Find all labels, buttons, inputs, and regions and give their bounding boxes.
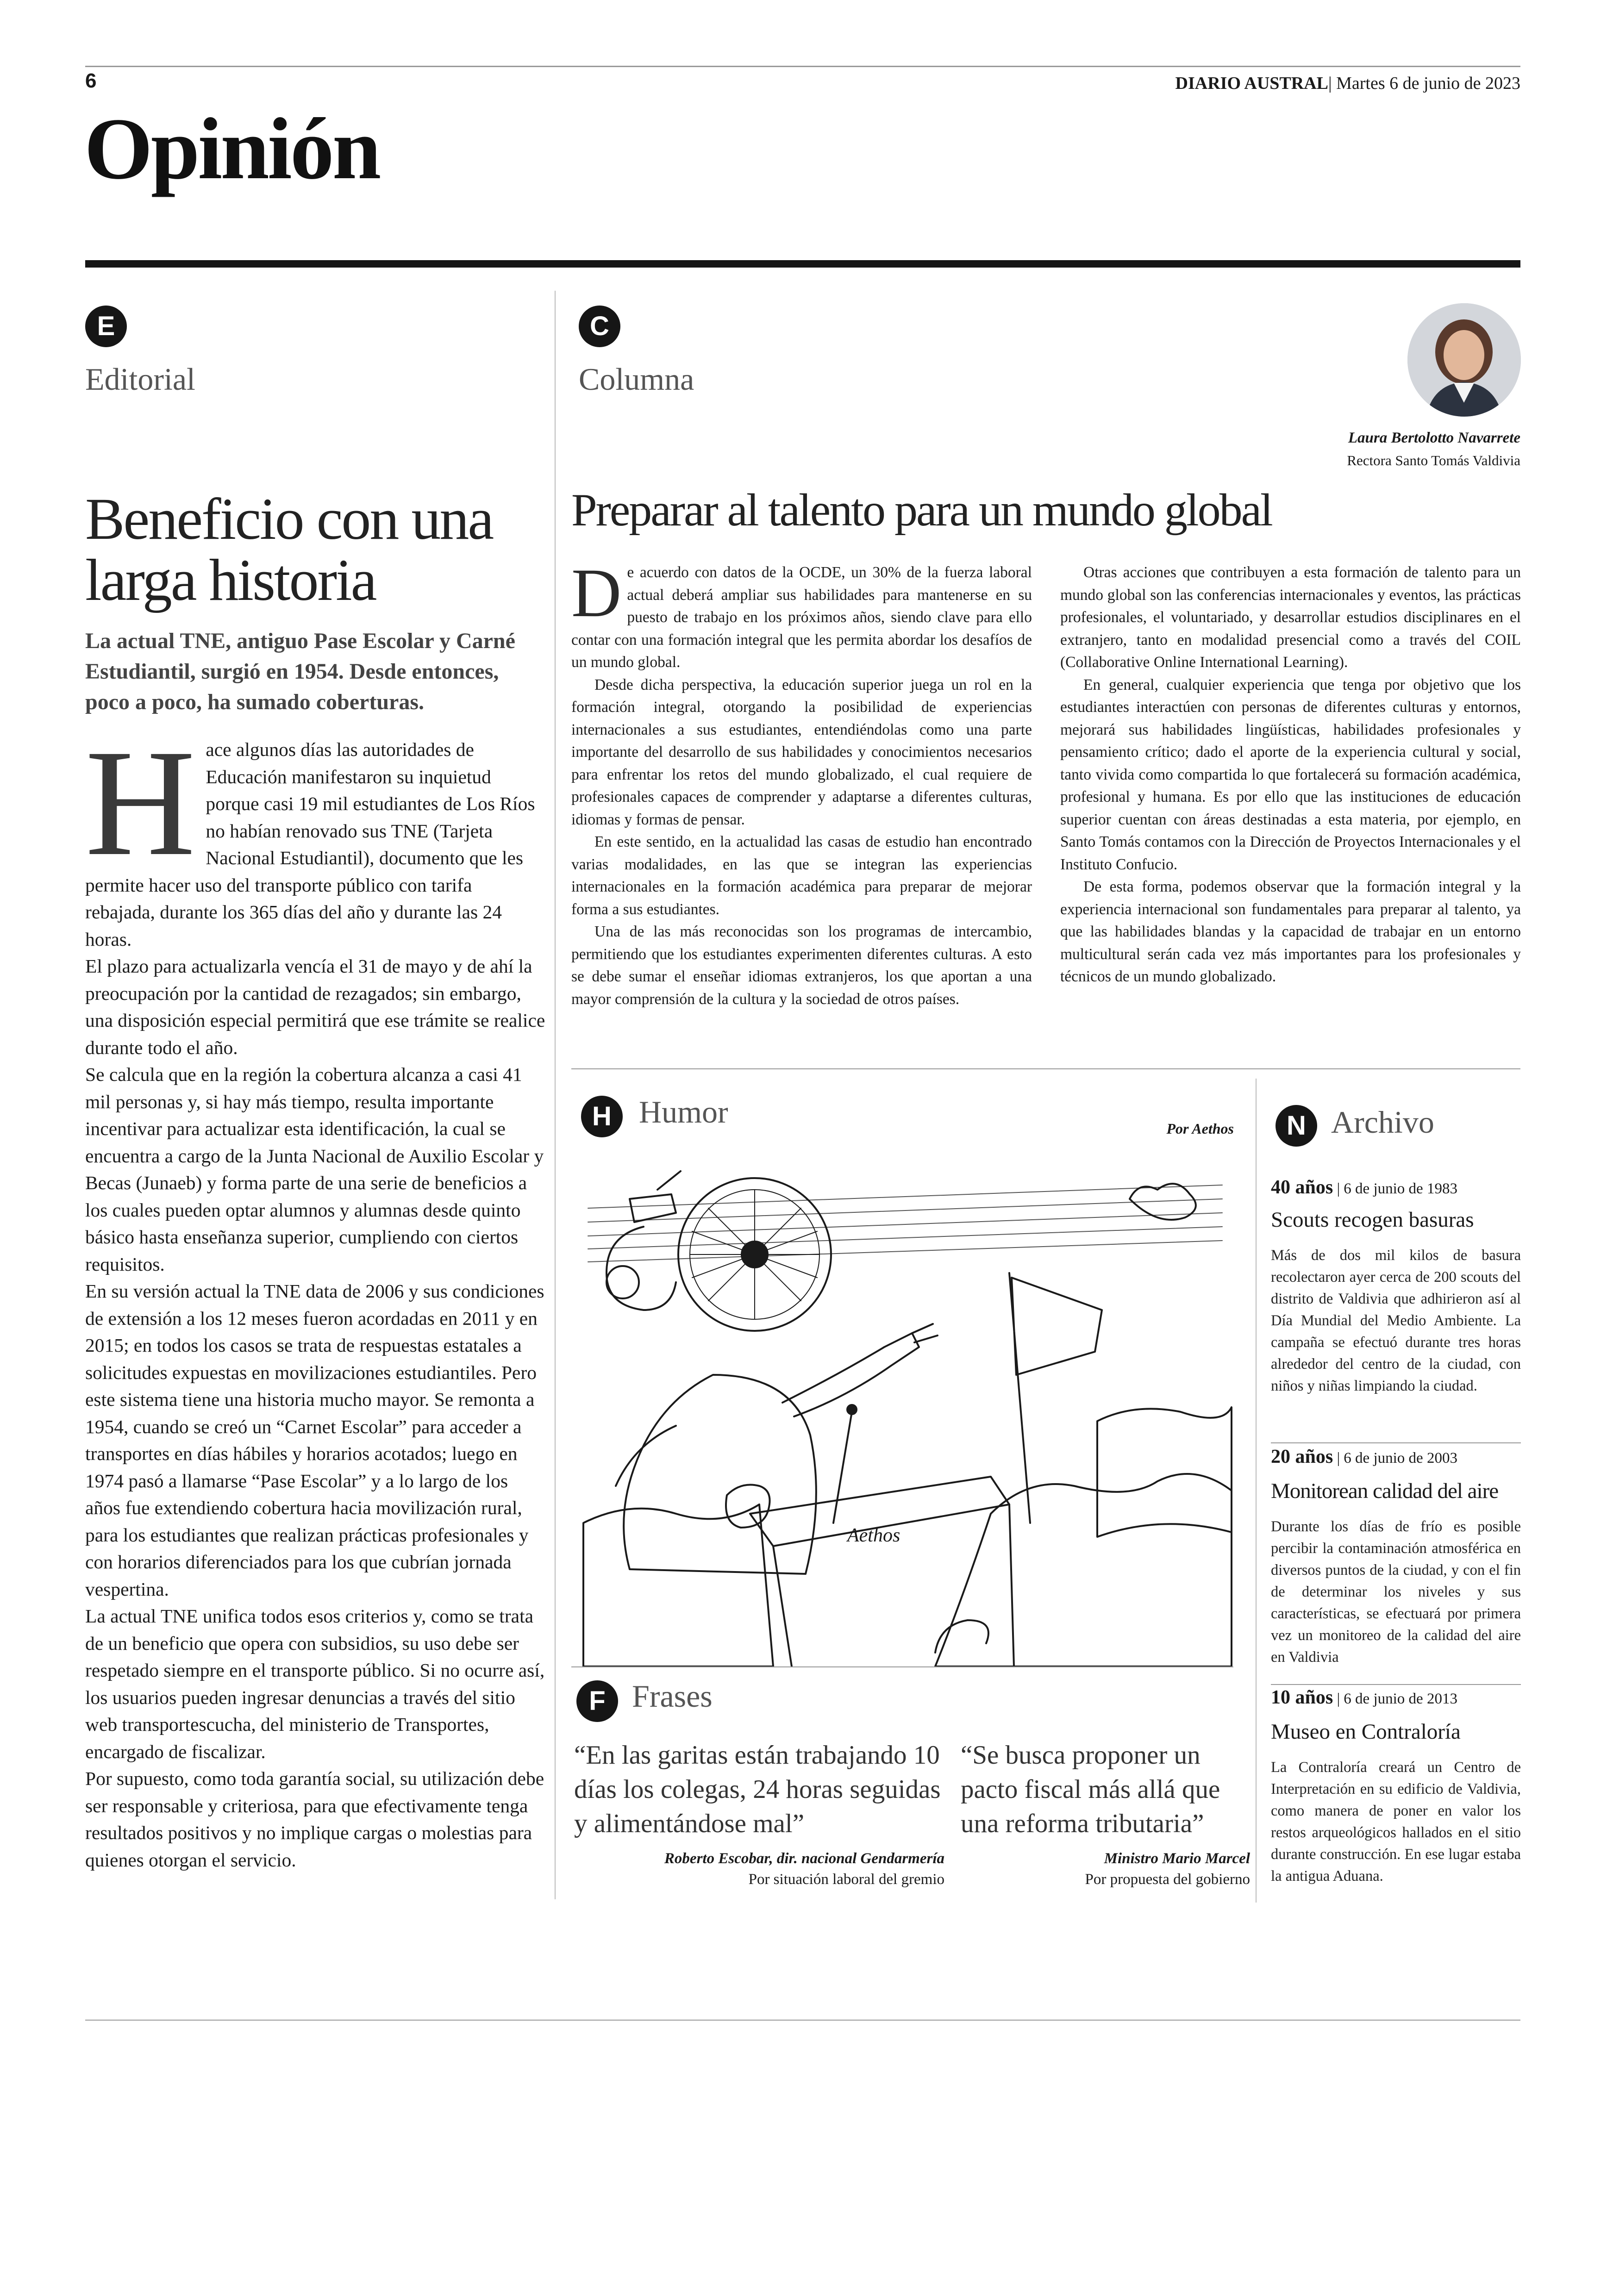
archivo-item-1-text: Más de dos mil kilos de basura recolectaron ayer cerca de 200 scouts del distrito de Valdivia que adhirieron así al Día Mundial del Medio Ambiente. La campaña se efectuó durante tres horas alrededor del centro de la ciudad, con niños y niñas limpiando la ciudad.: [1271, 1247, 1521, 1394]
column-paragraph-3: En este sentido, en la actualidad las casas de estudio han encontrado varias modalidades, en las que se integran las experiencias internacionales en la formación académica para preparar de mejorar forma a sus estudiantes.: [571, 833, 1032, 918]
author-portrait: [1407, 303, 1521, 417]
archivo-item-1-years: 40 años: [1271, 1177, 1333, 1198]
publication-name: DIARIO AUSTRAL: [1175, 74, 1329, 93]
humor-bottom-rule: [571, 1666, 1233, 1667]
archivo-item-1-meta: [1271, 1176, 1521, 1200]
frases-badge: F: [576, 1680, 618, 1722]
cartoon: [574, 1143, 1234, 1666]
humor-badge: H: [581, 1096, 623, 1137]
issue-date: | Martes 6 de junio de 2023: [1328, 74, 1520, 93]
archivo-item-3-years: 10 años: [1271, 1687, 1333, 1708]
archivo-item-2-title: Monitorean calidad del aire: [1271, 1479, 1499, 1503]
masthead-line: [1176, 73, 1520, 94]
page-bottom-rule: [85, 2020, 1520, 2021]
quote-1-text: “En las garitas están trabajando 10 días los colegas, 24 horas seguidas y alimentándose mal”: [574, 1741, 941, 1838]
column-badge: C: [579, 306, 620, 347]
quote-2-author: Ministro Mario Marcel: [1104, 1850, 1250, 1867]
page-number: 6: [85, 69, 97, 92]
archivo-item-2: [1271, 1445, 1521, 1668]
archivo-item-3-meta: [1271, 1686, 1521, 1710]
archivo-item-2-years: 20 años: [1271, 1446, 1333, 1467]
column-paragraph-2: Desde dicha perspectiva, la educación superior juega un rol en la formación integral, otorgando la posibilidad de experiencias internacionales a sus estudiantes, entendiéndolas como una parte importante del desarrollo de sus habilidades y conocimientos necesarios para enfrentar los retos del mundo globalizado, el cual requiere de profesionales capaces de comprender y adaptarse a diferentes culturas, idiomas y formas de pensar.: [571, 676, 1032, 828]
archivo-label: Archivo: [1331, 1104, 1434, 1140]
quote-1-author: Roberto Escobar, dir. nacional Gendarmería: [664, 1850, 944, 1867]
section-title: Opinión: [84, 100, 380, 198]
archivo-item-3-title: Museo en Contraloría: [1271, 1720, 1461, 1744]
top-rule: [85, 66, 1520, 67]
column-text-right: [1060, 562, 1521, 988]
editorial-headline-line2: larga historia: [85, 547, 376, 613]
archivo-item-1-date: | 6 de junio de 1983: [1337, 1180, 1457, 1197]
archivo-item-2-date: | 6 de junio de 2003: [1337, 1450, 1457, 1466]
archivo-item-2-text: Durante los días de frío es posible percibir la contaminación atmosférica en diversos puntos de la ciudad, y con el fin de determinar los niveles y sus características, se efectuará por primera vez un monitoreo de la calidad del aire en Valdivia: [1271, 1518, 1521, 1666]
column-paragraph-5: Otras acciones que contribuyen a esta formación de talento para un mundo global son las conferencias internacionales y eventos, las prácticas profesionales, el voluntariado, y desarrollar estudios disciplinares en el extranjero, tanto en modalidad presencial como a través del COIL (Collaborative Online International Learning).: [1060, 564, 1521, 671]
humor-credit: Por Aethos: [1166, 1120, 1234, 1137]
archivo-rule-1: [1271, 1442, 1521, 1443]
archivo-badge: N: [1276, 1105, 1317, 1147]
quote-2-text: “Se busca proponer un pacto fiscal más allá que una reforma tributaria”: [961, 1741, 1220, 1838]
quote-1: [574, 1738, 944, 1888]
column-dropcap: D: [571, 555, 622, 631]
column-headline: Preparar al talento para un mundo global: [571, 484, 1272, 536]
editorial-paragraph-1: Hace algunos días las autoridades de Educación manifestaron su inquietud porque casi 19 mil estudiantes de Los Ríos no habían renovado sus TNE (Tarjeta Nacional Estudiantil), documento que les permite hacer uso del transporte público con tarifa rebajada, durante los 365 días del año y durante las 24 horas.: [85, 718, 535, 950]
column-paragraph-1: De acuerdo con datos de la OCDE, un 30% de la fuerza laboral actual deberá ampliar sus habilidades para mantenerse en su puesto de trabajo en los próximos años, siendo clave para ello contar con una formación integral que les permita abordar los desafíos de un mundo global.: [571, 555, 1032, 671]
archivo-divider: [1256, 1079, 1257, 1903]
column-author-role: Rectora Santo Tomás Valdivia: [1347, 452, 1520, 468]
header-thick-rule: [85, 260, 1520, 268]
archivo-item-2-meta: [1271, 1445, 1521, 1470]
archivo-item-3-date: | 6 de junio de 2013: [1337, 1691, 1457, 1707]
editorial-label: Editorial: [85, 362, 195, 397]
column-label: Columna: [579, 362, 694, 397]
archivo-item-1-title: Scouts recogen basuras: [1271, 1208, 1474, 1232]
editorial-deck: La actual TNE, antiguo Pase Escolar y Carné Estudiantil, surgió en 1954. Desde entonces, poco a poco, ha sumado coberturas.: [85, 629, 515, 714]
editorial-paragraph-2: El plazo para actualizarla vencía el 31 de mayo y de ahí la preocupación por la cantidad de rezagados; sin embargo, una disposición especial permitirá que ese trámite se realice durante todo el año.: [85, 955, 545, 1058]
editorial-divider: [555, 291, 556, 1899]
editorial-paragraph-4: En su versión actual la TNE data de 2006 y sus condiciones de extensión a los 12 meses fueron acordadas en 2011 y en 2015; en todos los casos se trata de respuestas estatales a solicitudes expuestas en movilizaciones estudiantiles. Pero este sistema tiene una historia mucho mayor. Se remonta a 1954, cuando se creó un “Carnet Escolar” para acceder a transportes en días hábiles y horarios acotados; luego en 1974 pasó a llamarse “Pase Escolar” y a lo largo de los años fue extendiendo cobertura hacia movilización rural, para los estudiantes que realizan prácticas profesionales y con horarios diferenciados para los que cubrían jornada vespertina.: [85, 1280, 544, 1600]
archivo-item-3-text: La Contraloría creará un Centro de Interpretación en su edificio de Valdivia, como manera de poner en valor los restos arqueológicos hallados en el sitio durante construcción. En ese lugar estaba la antigua Aduana.: [1271, 1759, 1521, 1884]
column-bottom-rule: [571, 1068, 1520, 1069]
editorial-headline-line1: Beneficio con una: [85, 486, 493, 552]
column-text-left: [571, 555, 1032, 1011]
editorial-body: [85, 718, 546, 1873]
quote-2-context: Por propuesta del gobierno: [1085, 1871, 1250, 1888]
column-paragraph-6: En general, cualquier experiencia que tenga por objetivo que los estudiantes interactúen con personas de diferentes culturas y entornos, mejorará sus habilidades lingüísticas, habilidades profesionales y pensamiento crítico; dado el aporte de la experiencia cultural y social, tanto vivida como compartida lo que fortalecerá su formación académica, profesional y humana. Es por ello que las instituciones de educación superior cuentan con áreas destinadas a esta materia, por ejemplo, en Santo Tomás contamos con la Dirección de Proyectos Internacionales y el Instituto Confucio.: [1060, 676, 1521, 873]
humor-label: Humor: [639, 1094, 728, 1129]
archivo-rule-2: [1271, 1684, 1521, 1685]
quote-1-context: Por situación laboral del gremio: [748, 1871, 944, 1888]
archivo-item-1: [1271, 1176, 1521, 1397]
editorial-paragraph-3: Se calcula que en la región la cobertura alcanza a casi 41 mil personas y, si hay más tiempo, resulta importante incentivar para actualizar esta identificación, la cual se encuentra a cargo de la Junta Nacional de Auxilio Escolar y Becas (Junaeb) y forma parte de una serie de beneficios a los cuales pueden optar alumnos y alumnas desde quinto básico hasta enseñanza superior, cumpliendo con ciertos requisitos.: [85, 1064, 544, 1275]
editorial-headline: [85, 488, 548, 611]
cartoon-signature: Aethos: [847, 1525, 900, 1546]
editorial-dropcap: H: [85, 718, 196, 887]
column-paragraph-7: De esta forma, podemos observar que la formación integral y la experiencia internacional son fundamentales para preparar al talento, ya que las habilidades blandas y la capacidad de trabajar en un entorno multicultural serán cada vez más importantes para los profesionales y técnicos de un mundo globalizado.: [1060, 878, 1521, 985]
column-paragraph-4: Una de las más reconocidas son los programas de intercambio, permitiendo que los estudiantes experimenten diferentes culturas. A esto se debe sumar el enseñar idiomas extranjeros, los que aportan a una mayor comprensión de la cultura y la sociedad de otros países.: [571, 923, 1032, 1008]
editorial-badge: E: [85, 306, 127, 347]
cartoon-illustration: [574, 1143, 1234, 1666]
archivo-item-3: [1271, 1686, 1521, 1887]
editorial-paragraph-6: Por supuesto, como toda garantía social, su utilización debe ser responsable y criteriosa, para que efectivamente tenga resultados positivos y no implique cargas o molestias para quienes otorgan el servicio.: [85, 1768, 544, 1871]
column-author: Laura Bertolotto Navarrete: [1348, 430, 1520, 446]
author-photo: [1407, 303, 1521, 417]
quote-2: [961, 1738, 1250, 1888]
frases-label: Frases: [632, 1678, 713, 1714]
editorial-paragraph-5: La actual TNE unifica todos esos criterios y, como se trata de un beneficio que opera con subsidios, su uso debe ser respetado siempre en el transporte público. Si no ocurre así, los usuarios pueden ingresar denuncias a través del sitio web transportescucha, del ministerio de Transportes, encargado de fiscalizar.: [85, 1605, 545, 1762]
